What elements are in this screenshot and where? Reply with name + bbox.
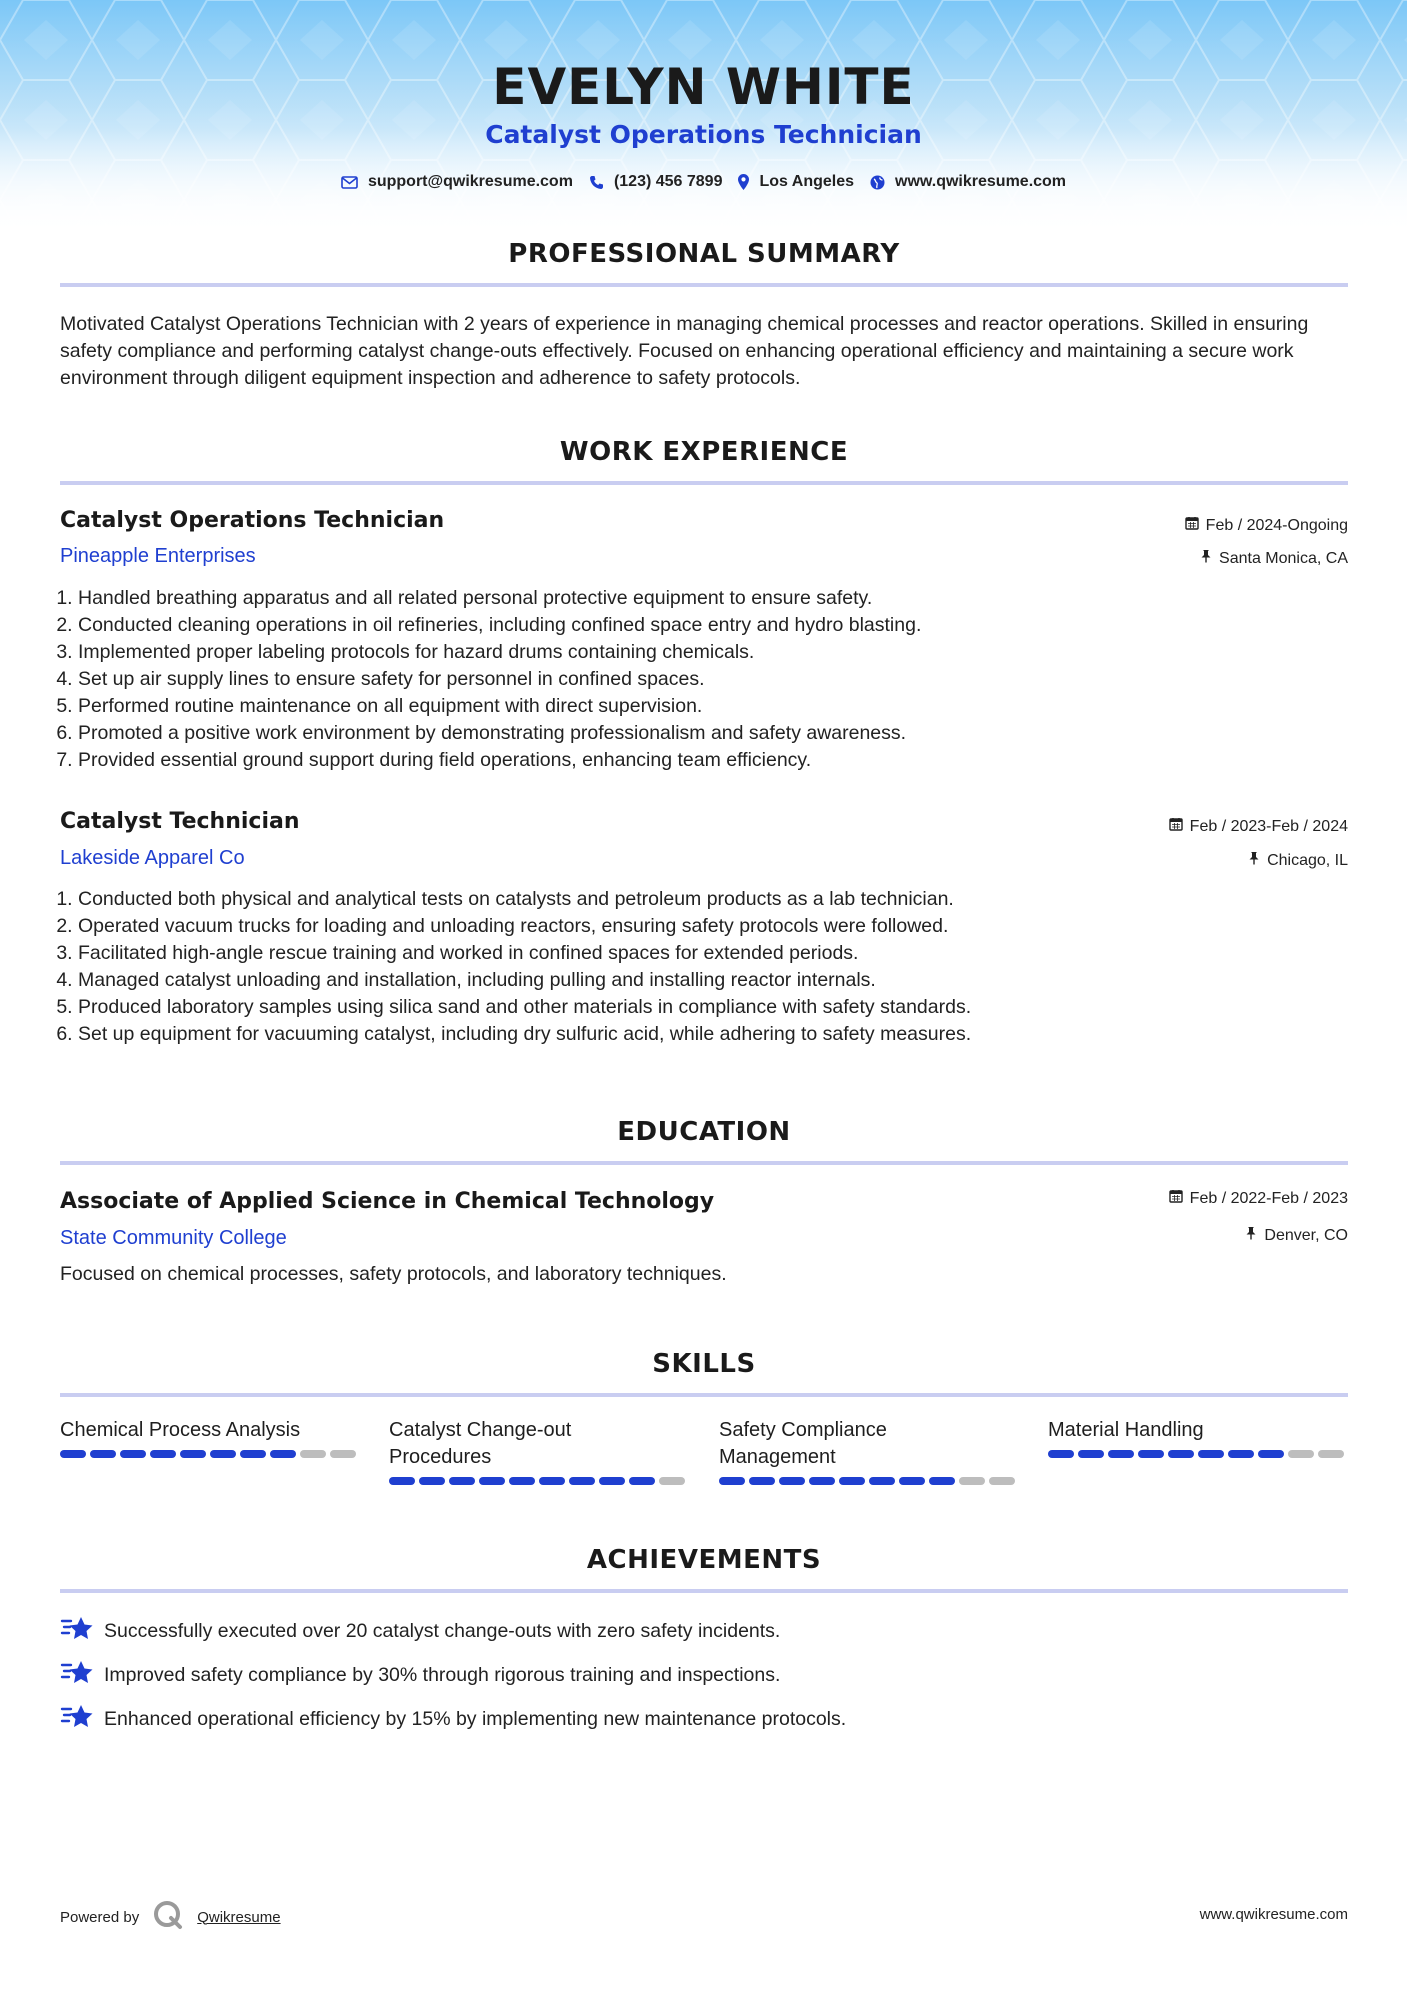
skill-segment-filled <box>1168 1450 1194 1458</box>
skill-label: Chemical Process Analysis <box>60 1419 301 1441</box>
achievements-divider <box>60 1589 1348 1593</box>
calendar-icon <box>1169 1189 1183 1208</box>
list-item: 2. Operated vacuum trucks for loading and unloading reactors, ensuring safety protocols were followed. <box>78 913 1368 940</box>
skill-segment-filled <box>180 1450 206 1458</box>
education-dates-text: Feb / 2022-Feb / 2023 <box>1189 1189 1348 1207</box>
email-text: support@qwikresume.com <box>367 173 573 190</box>
job-2-bullets <box>55 886 1368 1048</box>
skill-segment-filled <box>539 1477 565 1485</box>
education-location-text: Denver, CO <box>1264 1226 1348 1244</box>
summary-heading: PROFESSIONAL SUMMARY <box>508 239 900 269</box>
list-item: 1. Conducted both physical and analytical tests on catalysts and petroleum products as a lab technician. <box>78 886 1368 913</box>
achievement-text: Improved safety compliance by 30% through rigorous training and inspections. <box>104 1663 781 1686</box>
skill-segment-filled <box>120 1450 146 1458</box>
skill-segment-filled <box>1078 1450 1104 1458</box>
skill-segment-filled <box>1228 1450 1254 1458</box>
job-2-dates <box>1169 817 1348 836</box>
education-description: Focused on chemical processes, safety protocols, and laboratory techniques. <box>60 1263 727 1285</box>
skill-segment-filled <box>1198 1450 1224 1458</box>
list-item: 6. Promoted a positive work environment by demonstrating professionalism and safety awareness. <box>78 720 1368 747</box>
skill-segment-empty <box>1318 1450 1344 1458</box>
job-1-location <box>1200 549 1348 568</box>
skill-segment-filled <box>1138 1450 1164 1458</box>
skill-segment-filled <box>240 1450 266 1458</box>
skill-segment-filled <box>719 1477 745 1485</box>
job-1-title: Catalyst Operations Technician <box>60 508 445 533</box>
skill-segment-filled <box>479 1477 505 1485</box>
list-item: 3. Facilitated high-angle rescue training and worked in confined spaces for extended periods. <box>78 940 1368 967</box>
skill-segment-empty <box>959 1477 985 1485</box>
job-2-location-text: Chicago, IL <box>1267 851 1348 869</box>
summary-text: Motivated Catalyst Operations Technician with 2 years of experience in managing chemical processes and reactor operations. Skilled in ensuring safety compliance and performing catalyst change-outs effectively. Focused on enhancing operational efficiency and maintaining a secure work environment through diligent equipment inspection and adherence to safety protocols. <box>60 313 1309 389</box>
list-item: 1. Handled breathing apparatus and all related personal protective equipment to ensure safety. <box>78 585 1368 612</box>
skills-heading: SKILLS <box>652 1349 756 1379</box>
footer-powered-by <box>60 1900 281 1934</box>
contact-phone[interactable] <box>589 173 723 191</box>
list-item: 5. Performed routine maintenance on all equipment with direct supervision. <box>78 693 1368 720</box>
contact-location <box>738 173 854 191</box>
contact-website[interactable] <box>870 173 1066 191</box>
list-item: 3. Implemented proper labeling protocols for hazard drums containing chemicals. <box>78 639 1368 666</box>
envelope-icon <box>341 176 358 189</box>
skill-label: Catalyst Change-out Procedures <box>389 1419 572 1468</box>
contact-email[interactable] <box>341 173 573 191</box>
skill-item <box>1048 1417 1348 1458</box>
skill-segment-filled <box>60 1450 86 1458</box>
skill-segment-filled <box>839 1477 865 1485</box>
skill-level-bar <box>719 1477 1019 1485</box>
skill-level-bar <box>60 1450 360 1458</box>
skill-level-bar <box>1048 1450 1348 1458</box>
skill-segment-filled <box>389 1477 415 1485</box>
pushpin-icon <box>1248 851 1260 870</box>
skill-segment-filled <box>929 1477 955 1485</box>
job-1-dates <box>1185 516 1348 535</box>
skill-segment-filled <box>569 1477 595 1485</box>
skill-segment-empty <box>989 1477 1015 1485</box>
achievement-item <box>60 1659 780 1691</box>
website-text: www.qwikresume.com <box>895 173 1067 190</box>
education-degree: Associate of Applied Science in Chemical Technology <box>60 1189 715 1214</box>
phone-icon <box>589 175 604 190</box>
skill-segment-filled <box>210 1450 236 1458</box>
education-heading: EDUCATION <box>617 1117 791 1147</box>
job-1-bullets <box>55 585 1368 774</box>
education-school: State Community College <box>60 1227 287 1249</box>
pushpin-icon <box>1200 549 1212 568</box>
skill-segment-filled <box>629 1477 655 1485</box>
achievement-text: Enhanced operational efficiency by 15% by implementing new maintenance protocols. <box>104 1707 847 1730</box>
star-badge-icon <box>60 1703 94 1735</box>
list-item: 6. Set up equipment for vacuuming catalyst, including dry sulfuric acid, while adhering to safety measures. <box>78 1021 1368 1048</box>
job-1-location-text: Santa Monica, CA <box>1219 549 1348 567</box>
skill-segment-filled <box>150 1450 176 1458</box>
header-background <box>0 0 1407 235</box>
footer-website-link[interactable]: www.qwikresume.com <box>1199 1906 1348 1923</box>
list-item: 7. Provided essential ground support during field operations, enhancing team efficiency. <box>78 747 1368 774</box>
job-2-company: Lakeside Apparel Co <box>60 847 245 869</box>
experience-heading: WORK EXPERIENCE <box>559 437 849 467</box>
map-pin-icon <box>738 174 749 190</box>
skill-segment-empty <box>1288 1450 1314 1458</box>
skill-item <box>719 1417 1019 1485</box>
skill-segment-filled <box>599 1477 625 1485</box>
job-1-company: Pineapple Enterprises <box>60 545 256 567</box>
candidate-title: Catalyst Operations Technician <box>485 120 922 149</box>
skill-segment-empty <box>659 1477 685 1485</box>
skill-segment-filled <box>509 1477 535 1485</box>
skill-segment-filled <box>1258 1450 1284 1458</box>
calendar-icon <box>1185 516 1199 535</box>
achievement-item <box>60 1703 846 1735</box>
job-2-dates-text: Feb / 2023-Feb / 2024 <box>1189 817 1348 835</box>
skill-segment-empty <box>300 1450 326 1458</box>
experience-divider <box>60 481 1348 485</box>
achievement-text: Successfully executed over 20 catalyst change-outs with zero safety incidents. <box>104 1619 781 1642</box>
list-item: 4. Set up air supply lines to ensure safety for personnel in confined spaces. <box>78 666 1368 693</box>
candidate-name: EVELYN WHITE <box>492 58 915 116</box>
achievements-heading: ACHIEVEMENTS <box>586 1545 822 1575</box>
skill-segment-filled <box>779 1477 805 1485</box>
star-badge-icon <box>60 1615 94 1647</box>
skill-segment-filled <box>419 1477 445 1485</box>
job-1-dates-text: Feb / 2024-Ongoing <box>1205 516 1348 534</box>
powered-by-label: Powered by <box>60 1908 140 1926</box>
skills-divider <box>60 1393 1348 1397</box>
skill-segment-filled <box>749 1477 775 1485</box>
skill-segment-filled <box>809 1477 835 1485</box>
job-2-title: Catalyst Technician <box>60 809 300 834</box>
skill-segment-empty <box>330 1450 356 1458</box>
job-2-location <box>1248 851 1348 870</box>
globe-icon <box>870 175 885 190</box>
skill-segment-filled <box>270 1450 296 1458</box>
pushpin-icon <box>1245 1226 1257 1245</box>
footer-brand-link[interactable]: Qwikresume <box>197 1908 281 1926</box>
location-text: Los Angeles <box>759 173 855 190</box>
summary-divider <box>60 283 1348 287</box>
skill-item <box>389 1417 689 1485</box>
education-dates <box>1169 1189 1348 1208</box>
qwikresume-logo-icon <box>153 1900 183 1934</box>
education-location <box>1245 1226 1348 1245</box>
list-item: 5. Produced laboratory samples using silica sand and other materials in compliance with safety standards. <box>78 994 1368 1021</box>
list-item: 2. Conducted cleaning operations in oil refineries, including confined space entry and hydro blasting. <box>78 612 1368 639</box>
phone-text: (123) 456 7899 <box>613 173 723 190</box>
education-divider <box>60 1161 1348 1165</box>
skill-item <box>60 1417 360 1458</box>
skill-label: Material Handling <box>1048 1419 1204 1441</box>
skill-label: Safety Compliance Management <box>719 1419 887 1468</box>
achievement-item <box>60 1615 780 1647</box>
skill-segment-filled <box>449 1477 475 1485</box>
skill-segment-filled <box>1108 1450 1134 1458</box>
star-badge-icon <box>60 1659 94 1691</box>
hexagon-pattern <box>0 0 1407 235</box>
skill-segment-filled <box>869 1477 895 1485</box>
calendar-icon <box>1169 817 1183 836</box>
skill-segment-filled <box>90 1450 116 1458</box>
skill-segment-filled <box>899 1477 925 1485</box>
skill-level-bar <box>389 1477 689 1485</box>
skill-segment-filled <box>1048 1450 1074 1458</box>
list-item: 4. Managed catalyst unloading and installation, including pulling and installing reactor internals. <box>78 967 1368 994</box>
contact-bar <box>0 173 1407 191</box>
